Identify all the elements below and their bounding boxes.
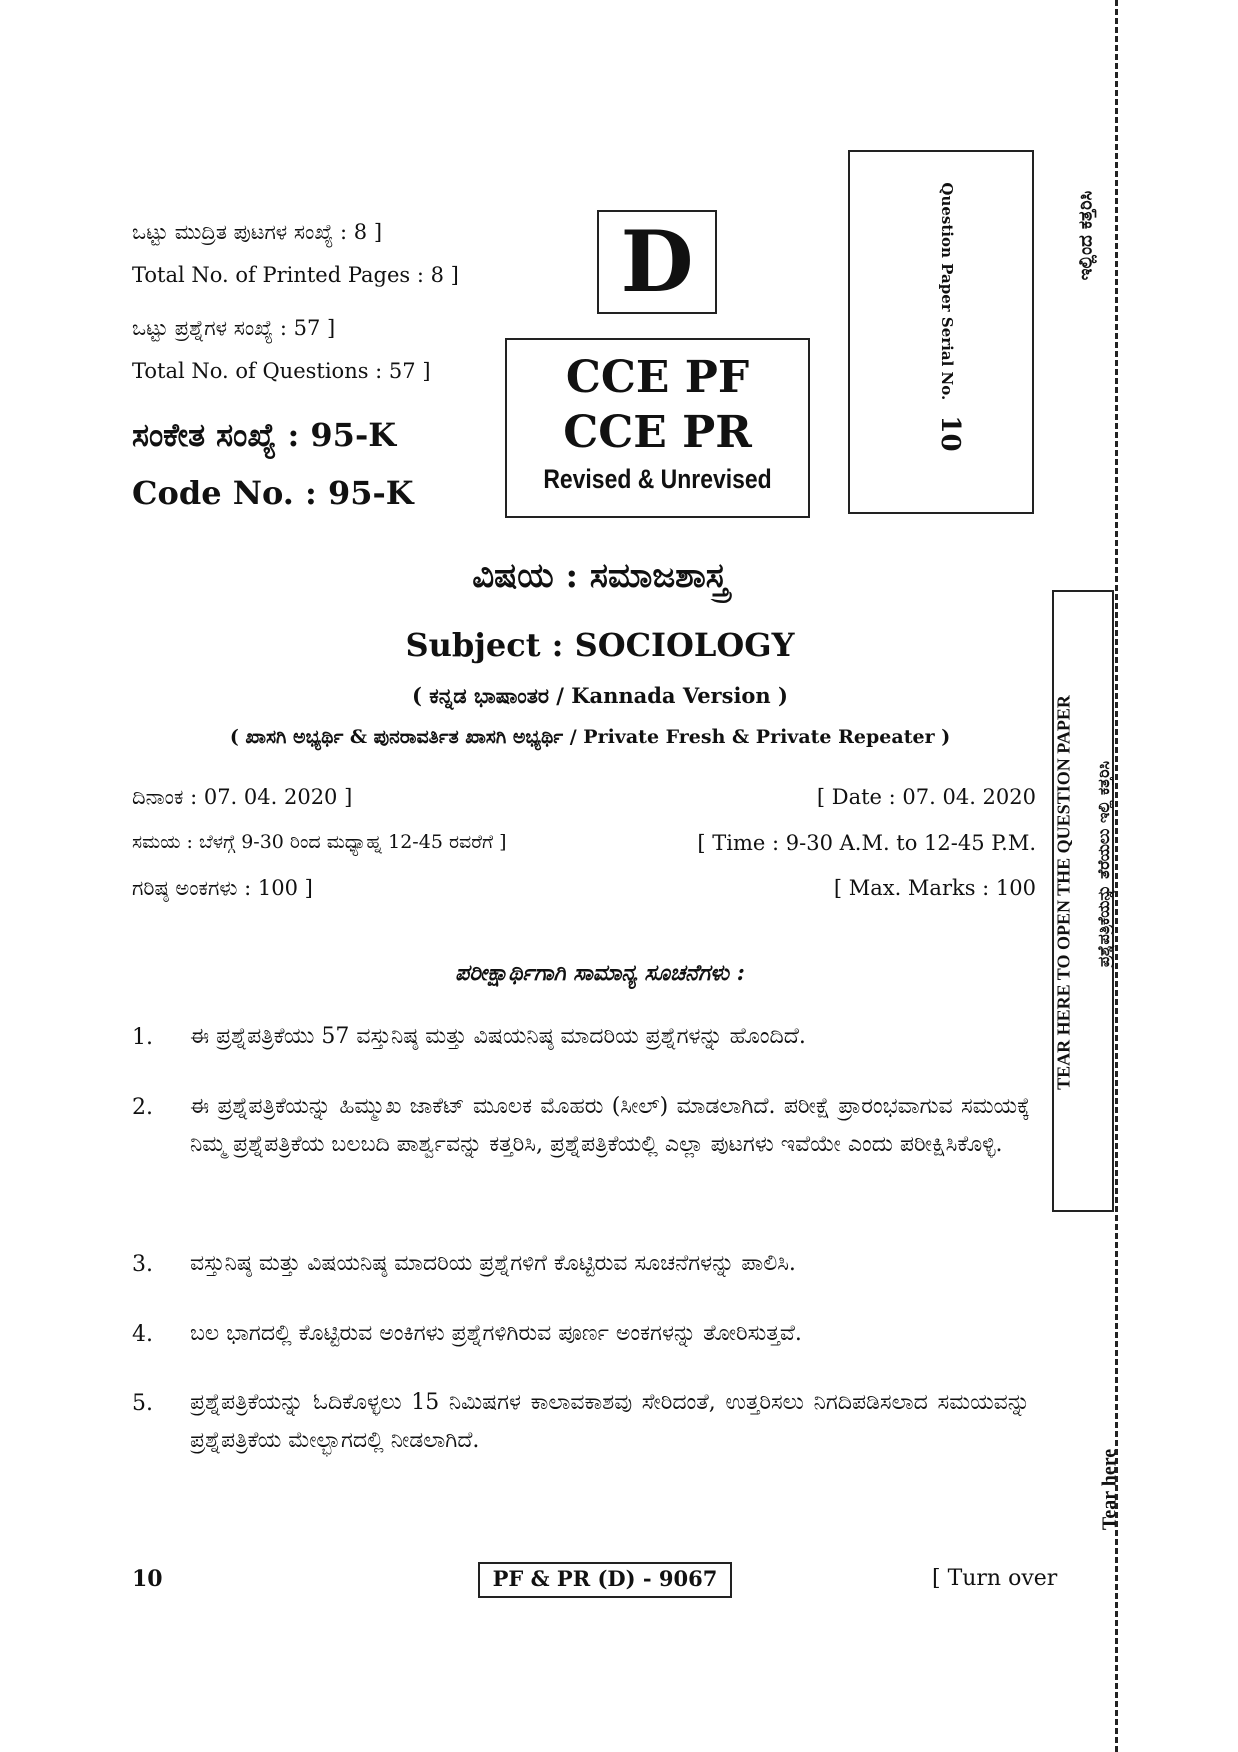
total-questions-en: Total No. of Questions : 57 ]	[132, 359, 431, 383]
instruction-text: ಈ ಪ್ರಶ್ನೆಪತ್ರಿಕೆಯು 57 ವಸ್ತುನಿಷ್ಠ ಮತ್ತು ವಿಷಯನಿಷ್ಠ ಮಾದರಿಯ ಪ್ರಶ್ನೆಗಳನ್ನು ಹೊಂದಿದೆ.	[190, 1024, 806, 1049]
subject-en: Subject : SOCIOLOGY	[405, 626, 795, 664]
instruction-text: ಈ ಪ್ರಶ್ನೆಪತ್ರಿಕೆಯನ್ನು ಹಿಮ್ಮುಖ ಜಾಕೆಟ್ ಮೂಲಕ ಮೊಹರು (ಸೀಲ್) ಮಾಡಲಾಗಿದೆ. ಪರೀಕ್ಷೆ ಪ್ರಾರಂಭವಾಗುವ ಸಮಯಕ್ಕೆ ನಿಮ್ಮ ಪ್ರಶ್ನೆಪತ್ರಿಕೆಯ ಬಲಬದಿ ಪಾರ್ಶ್ವವನ್ನು ಕತ್ತರಿಸಿ, ಪ್ರಶ್ನೆಪತ್ರಿಕೆಯಲ್ಲಿ ಎಲ್ಲಾ ಪುಟಗಳು ಇವೆಯೇ ಎಂದು ಪರೀಕ್ಷಿಸಿಕೊಳ್ಳಿ.	[190, 1094, 1030, 1157]
subject-kn: ವಿಷಯ : ಸಮಾಜಶಾಸ್ತ್ರ	[472, 556, 728, 596]
tear-here-panel	[1052, 590, 1114, 1212]
tear-here-short: Tear here	[1098, 1448, 1121, 1531]
instruction-num: 3.	[132, 1252, 153, 1277]
instruction-num: 4.	[132, 1322, 153, 1347]
code-number-en: Code No. : 95-K	[132, 474, 414, 512]
date-kn: ದಿನಾಂಕ : 07. 04. 2020 ]	[132, 785, 353, 809]
instruction-num: 5.	[132, 1391, 153, 1416]
instruction-text: ಪ್ರಶ್ನೆಪತ್ರಿಕೆಯನ್ನು ಓದಿಕೊಳ್ಳಲು 15 ನಿಮಿಷಗಳ ಕಾಲಾವಕಾಶವು ಸೇರಿದಂತೆ, ಉತ್ತರಿಸಲು ನಿಗದಿಪಡಿಸಲಾದ ಸಮಯವನ್ನು ಪ್ರಶ್ನೆಪತ್ರಿಕೆಯ ಮೇಲ್ಭಾಗದಲ್ಲಿ ನೀಡಲಾಗಿದೆ.	[190, 1390, 1030, 1453]
printed-pages-kn: ಒಟ್ಟು ಮುದ್ರಿತ ಪುಟಗಳ ಸಂಖ್ಯೆ : 8 ]	[132, 220, 383, 244]
tear-here-kn-top: ಇಲ್ಲಿಂದ ಕತ್ತರಿಸಿ	[1075, 190, 1097, 281]
total-questions-kn: ಒಟ್ಟು ಪ್ರಶ್ನೆಗಳ ಸಂಖ್ಯೆ : 57 ]	[132, 316, 336, 340]
instruction-text: ಬಲ ಭಾಗದಲ್ಲಿ ಕೊಟ್ಟಿರುವ ಅಂಕಿಗಳು ಪ್ರಶ್ನೆಗಳಿಗಿರುವ ಪೂರ್ಣ ಅಂಕಗಳನ್ನು ತೋರಿಸುತ್ತವೆ.	[190, 1321, 802, 1346]
serial-number-label: Question Paper Serial No. 10	[935, 182, 965, 452]
version-letter-box	[597, 210, 717, 314]
instruction-text: ವಸ್ತುನಿಷ್ಠ ಮತ್ತು ವಿಷಯನಿಷ್ಠ ಮಾದರಿಯ ಪ್ರಶ್ನೆಗಳಿಗೆ ಕೊಟ್ಟಿರುವ ಸೂಚನೆಗಳನ್ನು ಪಾಲಿಸಿ.	[190, 1251, 796, 1276]
tear-here-kn: ಪ್ರಶ್ನೆಪತ್ರಿಕೆಯನ್ನು ತೆರೆಯಲು ಇಲ್ಲಿ ಕತ್ತರಿಸಿ	[1094, 760, 1113, 968]
instruction-num: 1.	[132, 1025, 153, 1050]
instructions-title: ಪರೀಕ್ಷಾರ್ಥಿಗಾಗಿ ಸಾಮಾನ್ಯ ಸೂಚನೆಗಳು :	[455, 960, 745, 986]
printed-pages-en: Total No. of Printed Pages : 8 ]	[132, 263, 459, 287]
exam-type-box	[505, 338, 810, 518]
time-en: [ Time : 9-30 A.M. to 12-45 P.M.	[697, 831, 1036, 855]
code-number-kn: ಸಂಕೇತ ಸಂಖ್ಯೆ : 95-K	[132, 416, 397, 454]
time-kn: ಸಮಯ : ಬೆಳಗ್ಗೆ 9-30 ರಿಂದ ಮಧ್ಯಾಹ್ನ 12-45 ರವರೆಗೆ ]	[132, 831, 507, 853]
serial-number-value: 10	[935, 415, 965, 452]
version-letter: D	[620, 212, 694, 311]
max-marks-kn: ಗರಿಷ್ಠ ಅಂಕಗಳು : 100 ]	[132, 876, 313, 900]
tear-here-en: TEAR HERE TO OPEN THE QUESTION PAPER	[1053, 695, 1074, 1090]
serial-number-box	[848, 150, 1034, 514]
page-number: 10	[132, 1566, 163, 1592]
exam-line-revised: Revised & Unrevised	[543, 464, 772, 494]
paper-code: PF & PR (D) - 9067	[478, 1562, 732, 1598]
subject-version: ( ಕನ್ನಡ ಭಾಷಾಂತರ / Kannada Version )	[412, 683, 788, 708]
exam-line-pf: CCE PF	[565, 352, 750, 403]
max-marks-en: [ Max. Marks : 100	[833, 876, 1036, 900]
turn-over: [ Turn over	[932, 1566, 1058, 1591]
instruction-num: 2.	[132, 1095, 153, 1120]
candidate-type: ( ಖಾಸಗಿ ಅಭ್ಯರ್ಥಿ & ಪುನರಾವರ್ತಿತ ಖಾಸಗಿ ಅಭ್ಯರ್ಥಿ / Private Fresh & Private Repeater )	[229, 726, 951, 748]
exam-line-pr: CCE PR	[563, 407, 752, 458]
date-en: [ Date : 07. 04. 2020	[816, 785, 1036, 809]
